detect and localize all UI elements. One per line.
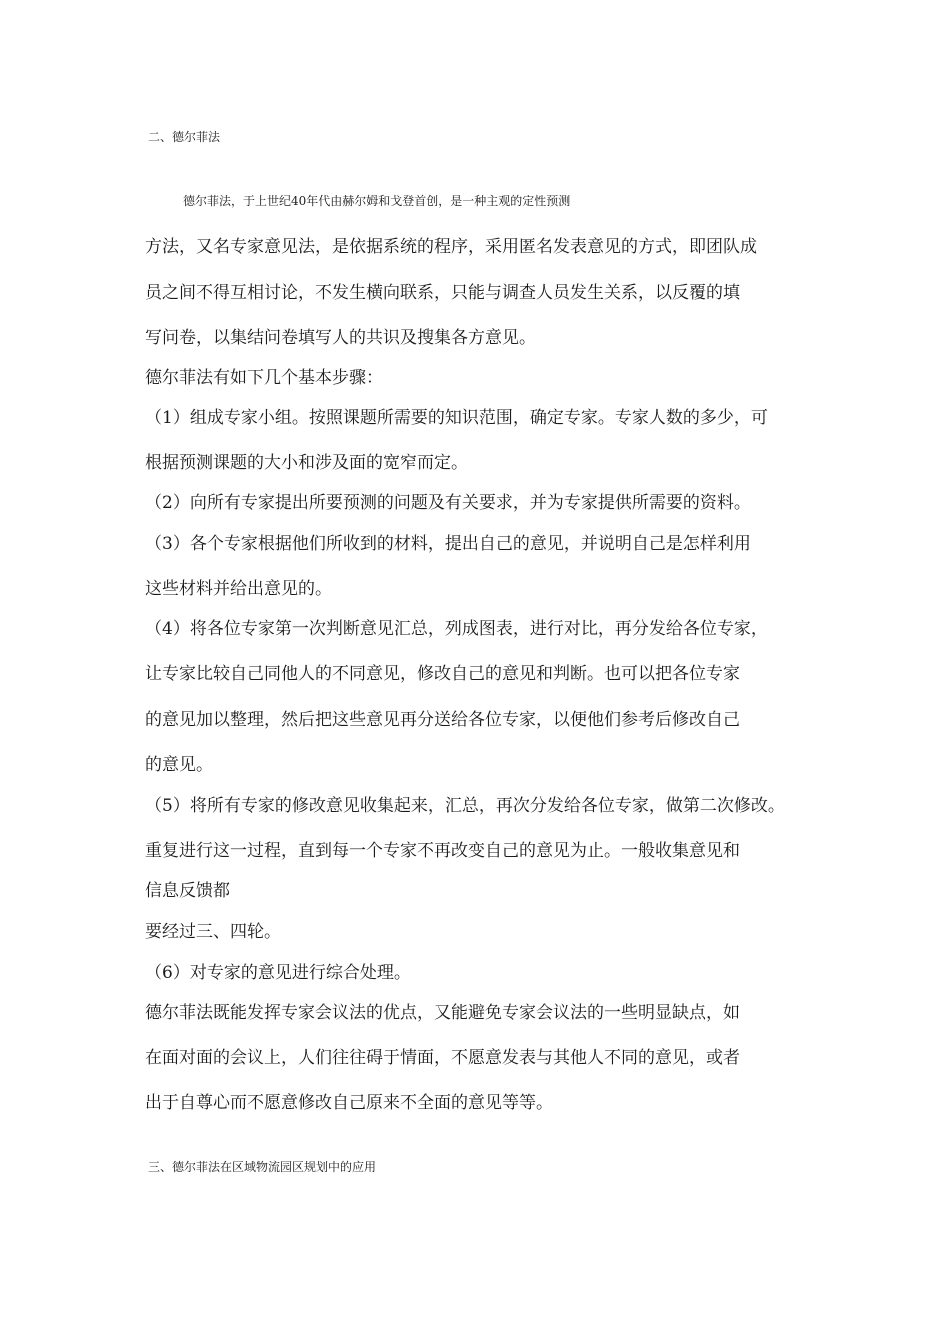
step-5-line-1: （5）将所有专家的修改意见收集起来，汇总，再次分发给各位专家，做第二次修改。 <box>145 796 785 816</box>
summary-line-2: 在面对面的会议上，人们往往碍于情面，不愿意发表与其他人不同的意见，或者 <box>145 1048 740 1068</box>
step-4-line-4: 的意见。 <box>145 755 213 775</box>
step-5-line-2: 重复进行这一过程，直到每一个专家不再改变自己的意见为止。一般收集意见和 <box>145 841 740 861</box>
step-4-line-3: 的意见加以整理，然后把这些意见再分送给各位专家，以便他们参考后修改自己 <box>145 710 740 730</box>
step-6-line-1: （6）对专家的意见进行综合处理。 <box>145 963 411 983</box>
section-heading-2: 二、德尔菲法 <box>148 130 221 144</box>
intro-line-2: 方法，又名专家意见法，是依据系统的程序，采用匿名发表意见的方式，即团队成 <box>145 237 757 257</box>
summary-line-1: 德尔菲法既能发挥专家会议法的优点，又能避免专家会议法的一些明显缺点，如 <box>145 1003 740 1023</box>
step-1-line-1: （1）组成专家小组。按照课题所需要的知识范围，确定专家。专家人数的多少，可 <box>145 408 768 428</box>
summary-line-3: 出于自尊心而不愿意修改自己原来不全面的意见等等。 <box>145 1093 553 1113</box>
intro-line-1: 德尔菲法，于上世纪40年代由赫尔姆和戈登首创，是一种主观的定性预测 <box>183 194 571 208</box>
intro-line-4: 写问卷，以集结问卷填写人的共识及搜集各方意见。 <box>145 328 536 348</box>
step-5-line-3: 信息反馈都 <box>145 881 230 901</box>
step-1-line-2: 根据预测课题的大小和涉及面的宽窄而定。 <box>145 453 468 473</box>
step-3-line-1: （3）各个专家根据他们所收到的材料，提出自己的意见，并说明自己是怎样利用 <box>145 534 751 554</box>
steps-intro: 德尔菲法有如下几个基本步骤： <box>145 368 383 388</box>
step-5-line-4: 要经过三、四轮。 <box>145 922 281 942</box>
step-2-line-1: （2）向所有专家提出所要预测的问题及有关要求，并为专家提供所需要的资料。 <box>145 493 751 513</box>
step-3-line-2: 这些材料并给出意见的。 <box>145 579 332 599</box>
step-4-line-1: （4）将各位专家第一次判断意见汇总，列成图表，进行对比，再分发给各位专家， <box>145 619 768 639</box>
intro-line-3: 员之间不得互相讨论，不发生横向联系，只能与调查人员发生关系，以反覆的填 <box>145 283 740 303</box>
section-heading-3: 三、德尔菲法在区域物流园区规划中的应用 <box>148 1160 377 1174</box>
step-4-line-2: 让专家比较自己同他人的不同意见，修改自己的意见和判断。也可以把各位专家 <box>145 664 740 684</box>
